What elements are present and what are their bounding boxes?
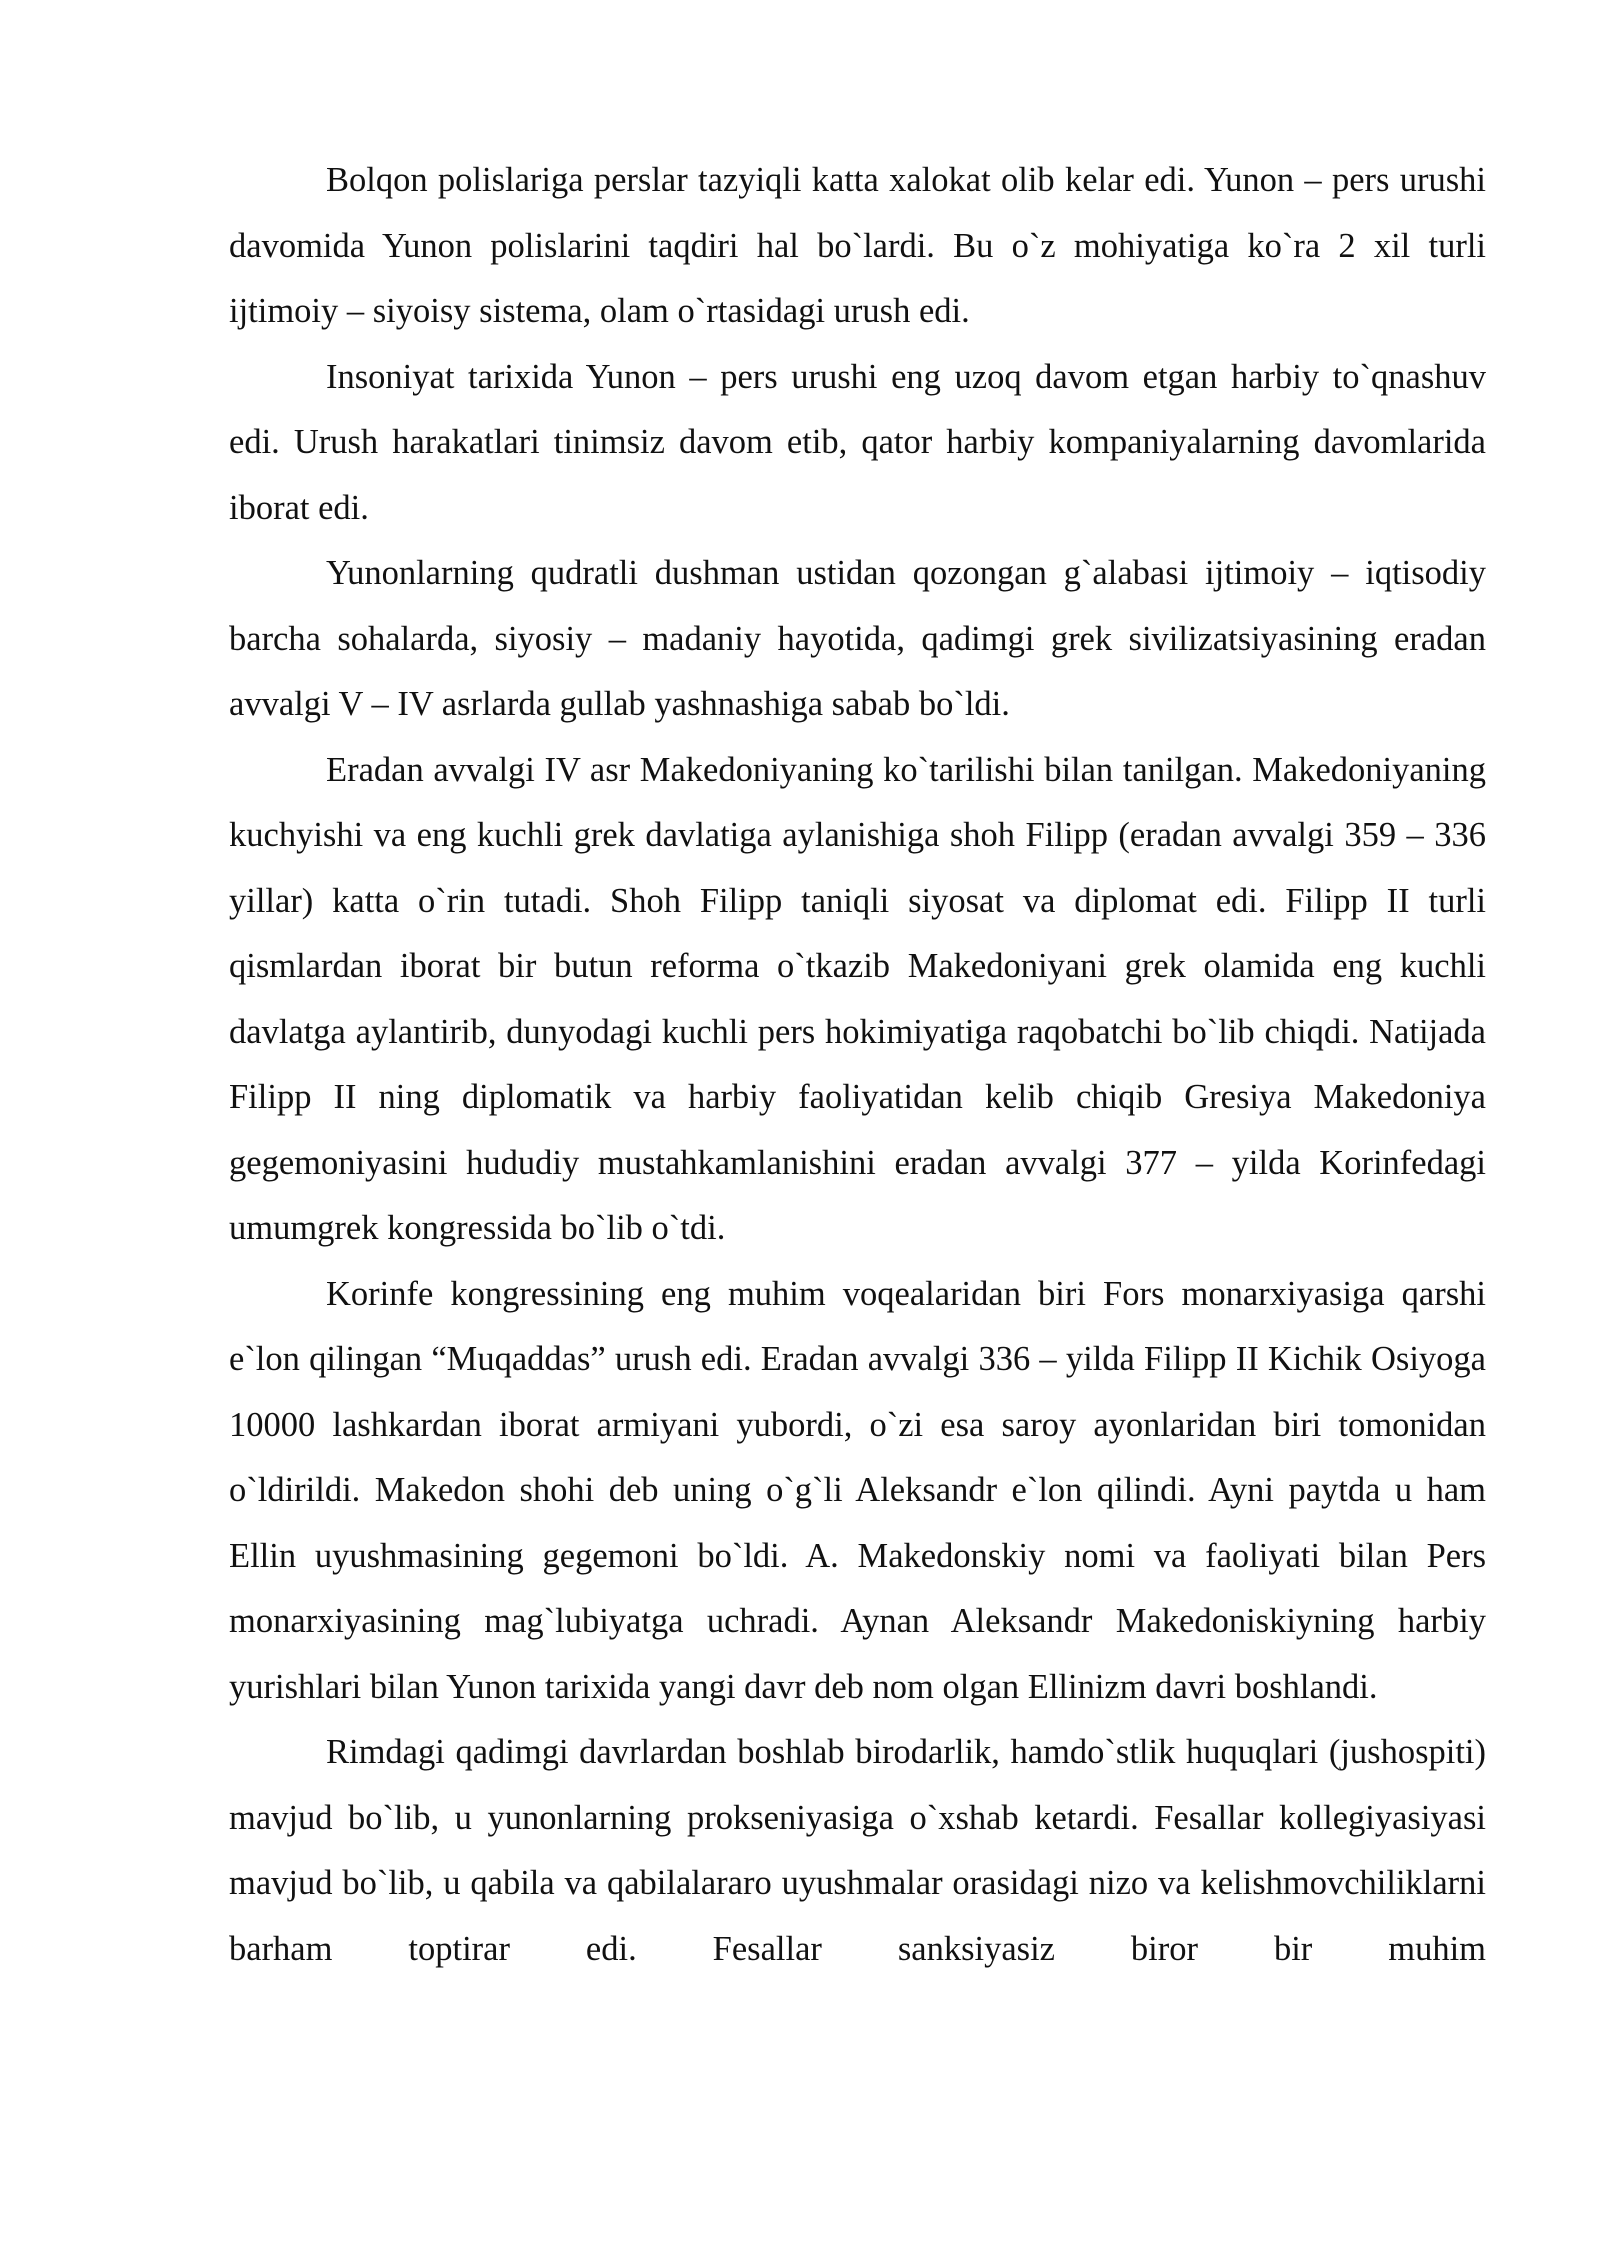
paragraph: Insoniyat tarixida Yunon – pers urushi eng uzoq davom etgan harbiy to`qnashuv edi. Urush harakatlari tinimsiz davom etib, qator harbiy kompaniyalarning davomlarida iborat edi. <box>229 357 1486 527</box>
paragraph: Korinfe kongressining eng muhim voqealaridan biri Fors monarxiyasiga qarshi e`lon qilingan “Muqaddas” urush edi. Eradan avvalgi 336 – yilda Filipp II Kichik Osiyoga 10000 lashkardan iborat armiyani yubordi, o`zi esa saroy ayonlaridan biri tomonidan o`ldirildi. Makedon shohi deb uning o`g`li Aleksandr e`lon qilindi. Ayni paytda u ham Ellin uyushmasining gegemoni bo`ldi. A. Makedonskiy nomi va faoliyati bilan Pers monarxiyasining mag`lubiyatga uchradi. Aynan Aleksandr Makedoniskiyning harbiy yurishlari bilan Yunon tarixida yangi davr deb nom olgan Ellinizm davri boshlandi. <box>229 1274 1486 1706</box>
paragraph: Eradan avvalgi IV asr Makedoniyaning ko`tarilishi bilan tanilgan. Makedoniyaning kuchyishi va eng kuchli grek davlatiga aylanishiga shoh Filipp (eradan avvalgi 359 – 336 yillar) katta o`rin tutadi. Shoh Filipp taniqli siyosat va diplomat edi. Filipp II turli qismlardan iborat bir butun reforma o`tkazib Makedoniyani grek olamida eng kuchli davlatga aylantirib, dunyodagi kuchli pers hokimiyatiga raqobatchi bo`lib chiqdi. Natijada Filipp II ning diplomatik va harbiy faoliyatidan kelib chiqib Gresiya Makedoniya gegemoniyasini hududiy mustahkamlanishini eradan avvalgi 377 – yilda Korinfedagi umumgrek kongressida bo`lib o`tdi. <box>229 750 1486 1247</box>
paragraph: Bolqon polislariga perslar tazyiqli katta xalokat olib kelar edi. Yunon – pers urushi davomida Yunon polislarini taqdiri hal bo`lardi. Bu o`z mohiyatiga ko`ra 2 xil turli ijtimoiy – siyoisy sistema, olam o`rtasidagi urush edi. <box>229 161 1486 330</box>
paragraph-continued: Rimdagi qadimgi davrlardan boshlab birodarlik, hamdo`stlik huquqlari (jushospiti) mavjud bo`lib, u yunonlarning prokseniyasiga o`xshab ketardi. Fesallar kollegiyasiyasi mavjud bo`lib, u qabila va qabilalararo uyushmalar orasidagi nizo va kelishmovchiliklarni barham toptirar edi. Fesallar sanksiyasiz biror bir muhim <box>229 1733 1486 1968</box>
body-text <box>229 148 1486 1982</box>
paragraph: Yunonlarning qudratli dushman ustidan qozongan g`alabasi ijtimoiy – iqtisodiy barcha sohalarda, siyosiy – madaniy hayotida, qadimgi grek sivilizatsiyasining eradan avvalgi V – IV asrlarda gullab yashnashiga sabab bo`ldi. <box>229 554 1486 723</box>
